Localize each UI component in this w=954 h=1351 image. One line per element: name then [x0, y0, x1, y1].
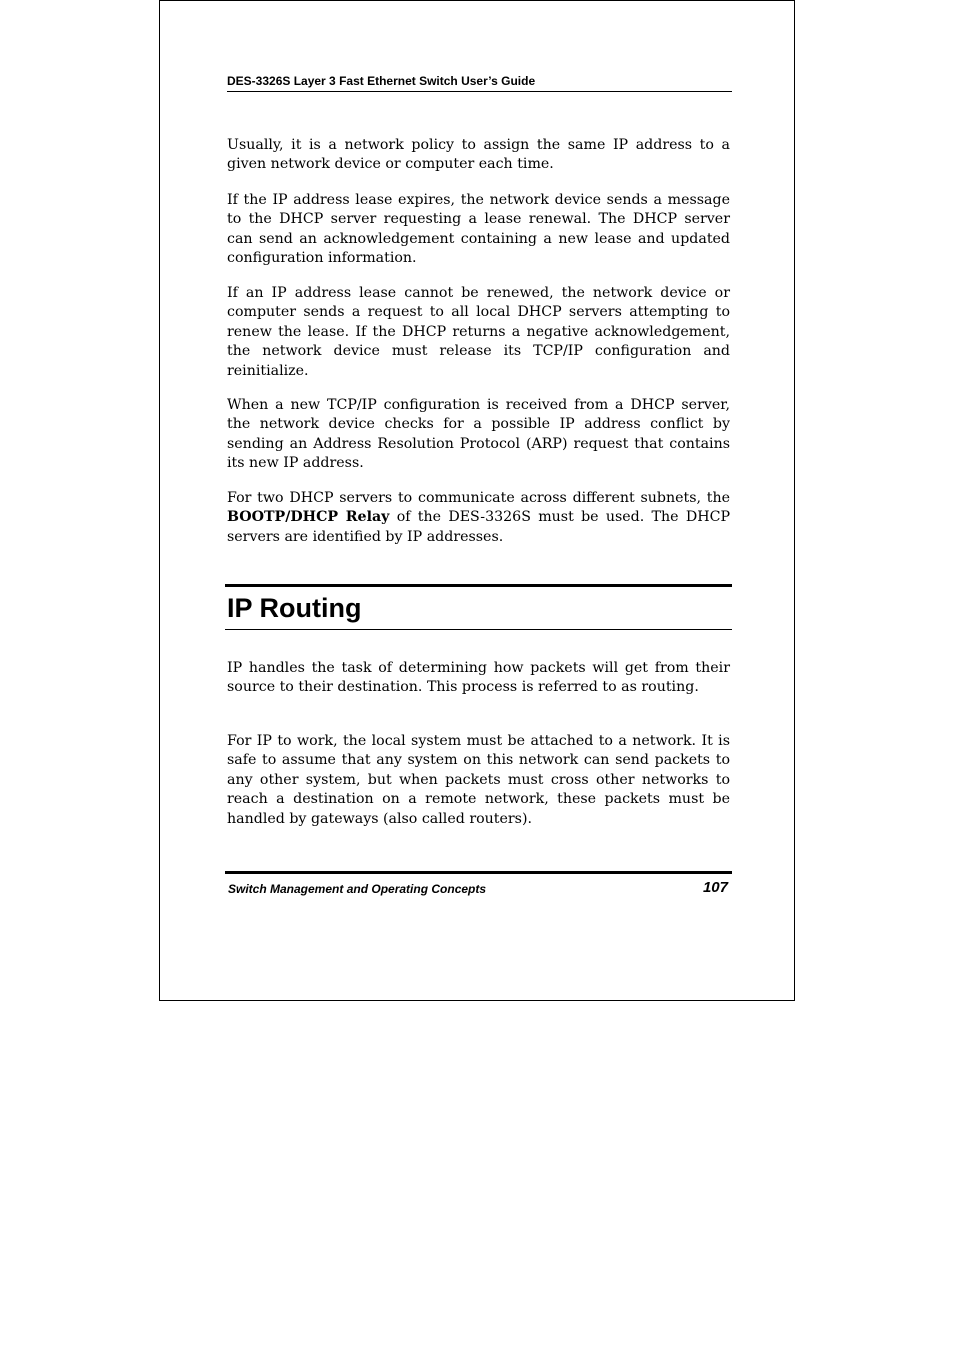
bootp-dhcp-relay-term: BOOTP/DHCP Relay — [227, 509, 390, 526]
relay-text-after: of the DES-3326S must be used. The DHCP servers are identified by IP addresses. — [227, 509, 730, 545]
section-top-rule — [225, 584, 732, 587]
paragraph-arp-check: When a new TCP/IP configuration is received from a DHCP server, the network device checks for a possible IP address conflict by sending an Address Resolution Protocol (ARP) request that contains its new IP address. — [227, 397, 730, 472]
section-bottom-rule — [225, 629, 732, 630]
running-header: DES-3326S Layer 3 Fast Ethernet Switch User’s Guide — [227, 74, 732, 92]
footer-section-title: Switch Management and Operating Concepts — [228, 882, 487, 896]
paragraph-ip-policy: Usually, it is a network policy to assign the same IP address to a given network device or computer each time. — [227, 137, 730, 173]
paragraph-lease-expiry: If the IP address lease expires, the network device sends a message to the DHCP server requesting a lease renewal. The DHCP server can send an acknowledgement containing a new lease and updated configuration information. — [227, 192, 730, 267]
paragraph-ip-routing-intro: IP handles the task of determining how packets will get from their source to their destination. This process is referred to as routing. — [227, 660, 730, 696]
relay-text-before: For two DHCP servers to communicate across different subnets, the — [227, 490, 730, 506]
paragraph-lease-renewal: If an IP address lease cannot be renewed, the network device or computer sends a request to all local DHCP servers attempting to renew the lease. If the DHCP returns a negative acknowledgement, the network device must release its TCP/IP configuration and reinitialize. — [227, 285, 730, 379]
page-number: 107 — [702, 879, 728, 896]
paragraph-bootp-relay — [227, 489, 730, 547]
section-heading: IP Routing — [227, 593, 362, 623]
footer-rule — [225, 871, 732, 874]
paragraph-gateways: For IP to work, the local system must be attached to a network. It is safe to assume that any system on this network can send packets to any other system, but when packets must cross other networks to reach a destination on a remote network, these packets must be handled by gateways (also called routers). — [227, 733, 730, 827]
